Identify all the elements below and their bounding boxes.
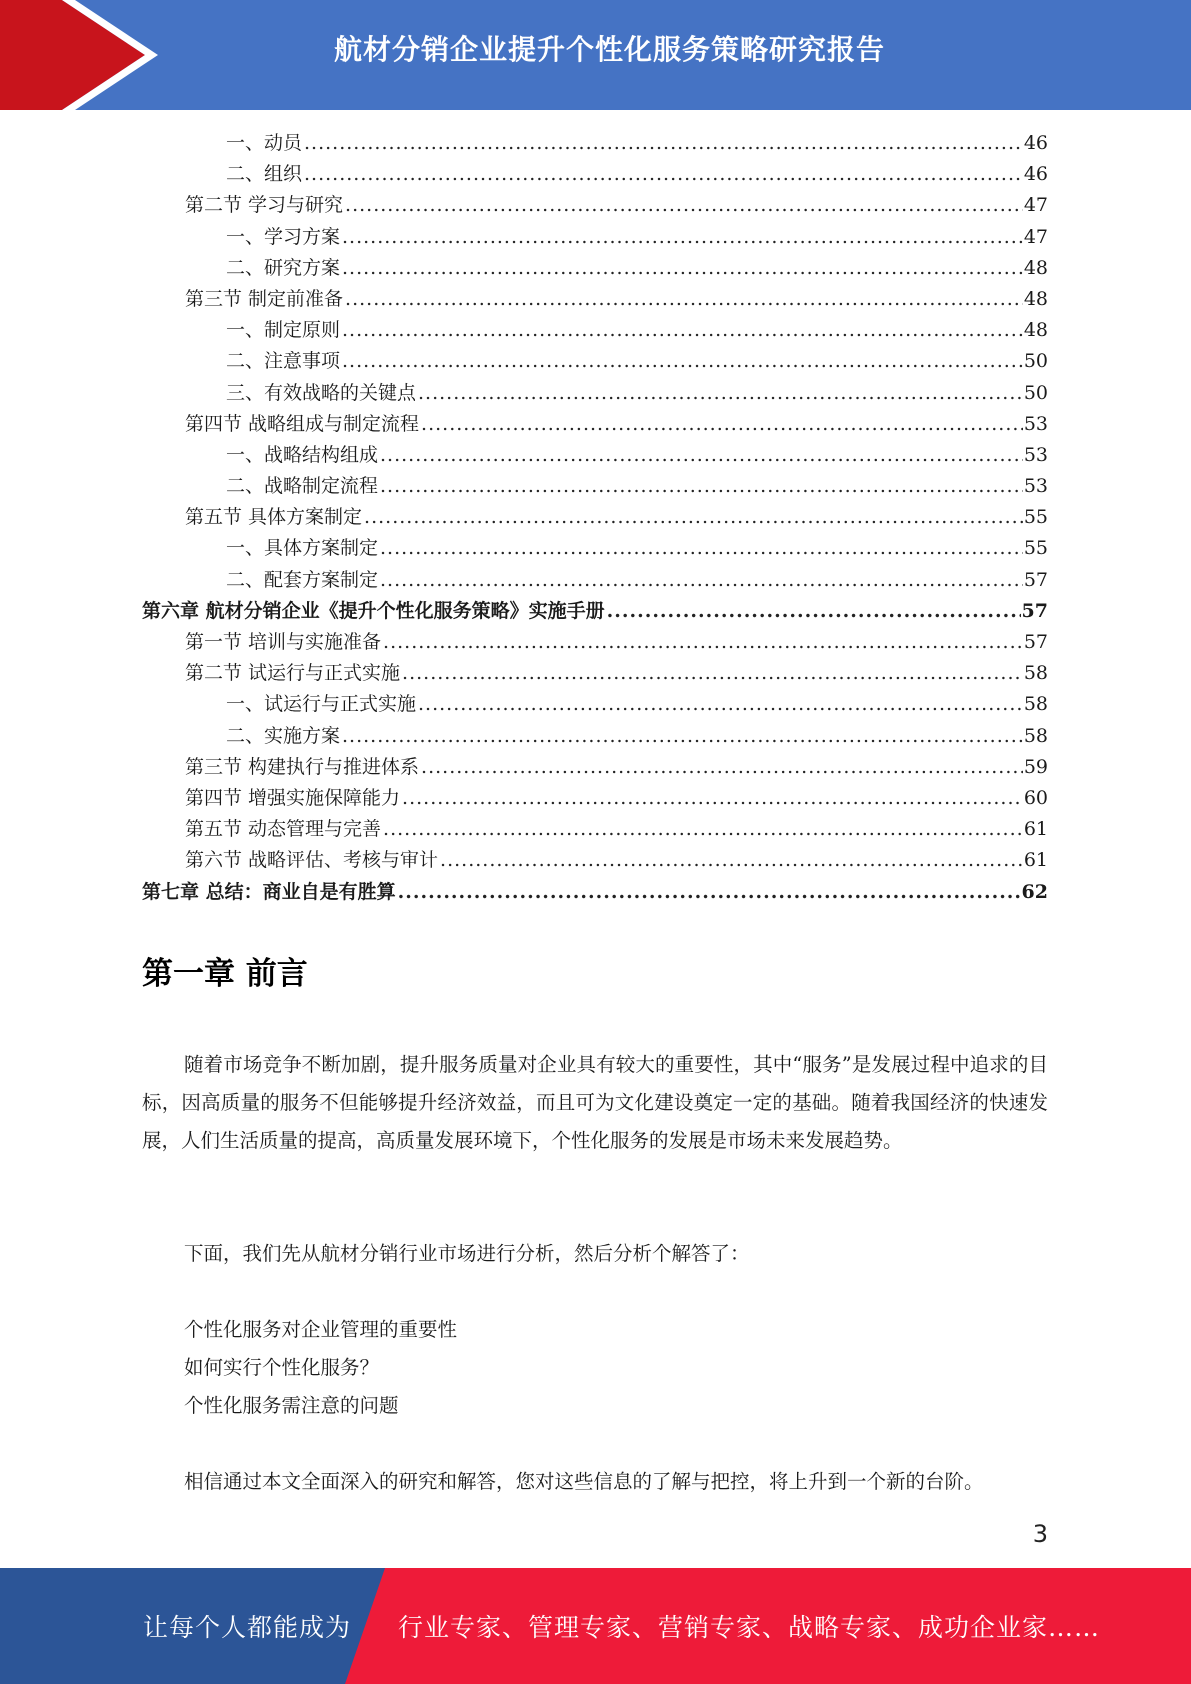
toc-page-number: 47	[1023, 194, 1048, 217]
toc-page-number: 58	[1023, 693, 1048, 716]
toc-subsection-entry[interactable]	[142, 471, 1048, 502]
toc-subsection-entry[interactable]	[142, 378, 1048, 409]
toc-entry-label: 第五节 具体方案制定	[185, 506, 363, 529]
toc-dot-leader	[342, 253, 1023, 284]
toc-page-number: 47	[1023, 225, 1048, 248]
toc-section-entry[interactable]	[142, 783, 1048, 814]
footer-slogan-left: 让每个人都能成为	[143, 1613, 352, 1642]
footer-slogan-right: 行业专家、管理专家、营销专家、战略专家、成功企业家……	[398, 1613, 1101, 1642]
toc-entry-label: 第四节 战略组成与制定流程	[185, 412, 420, 435]
toc-page-number: 50	[1023, 381, 1048, 404]
closing-paragraph: 相信通过本文全面深入的研究和解答，您对这些信息的了解与把控，将上升到一个新的台阶。	[184, 1470, 984, 1493]
toc-subsection-entry[interactable]	[142, 315, 1048, 346]
toc-entry-label: 第五节 动态管理与完善	[185, 818, 382, 841]
toc-dot-leader	[342, 315, 1023, 346]
toc-chapter-entry[interactable]	[142, 596, 1048, 627]
toc-entry-label: 一、制定原则	[226, 319, 341, 342]
toc-dot-leader	[607, 596, 1021, 627]
page-header	[0, 0, 1191, 110]
toc-dot-leader	[440, 845, 1023, 876]
toc-entry-label: 二、研究方案	[226, 256, 341, 279]
toc-dot-leader	[345, 190, 1023, 221]
toc-dot-leader	[383, 814, 1023, 845]
toc-dot-leader	[304, 128, 1023, 159]
toc-page-number: 61	[1023, 849, 1048, 872]
toc-page-number: 53	[1023, 475, 1048, 498]
toc-entry-label: 一、试运行与正式实施	[226, 693, 417, 716]
toc-entry-label: 第六节 战略评估、考核与审计	[185, 849, 439, 872]
toc-entry-label: 二、组织	[226, 163, 303, 186]
toc-entry-label: 一、战略结构组成	[226, 443, 379, 466]
toc-section-entry[interactable]	[142, 284, 1048, 315]
toc-dot-leader	[418, 689, 1023, 720]
table-of-contents	[142, 128, 1048, 908]
toc-dot-leader	[380, 440, 1023, 471]
intro-paragraph: 随着市场竞争不断加剧，提升服务质量对企业具有较大的重要性，其中“服务”是发展过程中追求的目标，因高质量的服务不但能够提升经济效益，而且可为文化建设奠定一定的基础。随着我国经济的快速发展，人们生活质量的提高，高质量发展环境下，个性化服务的发展是市场未来发展趋势。	[142, 1053, 1048, 1152]
page-number: 3	[1032, 1520, 1048, 1548]
toc-section-entry[interactable]	[142, 845, 1048, 876]
toc-subsection-entry[interactable]	[142, 128, 1048, 159]
toc-entry-label: 第三节 制定前准备	[185, 287, 344, 310]
toc-page-number: 57	[1023, 568, 1048, 591]
toc-page-number: 46	[1023, 163, 1048, 186]
toc-entry-label: 第六章 航材分销企业《提升个性化服务策略》实施手册	[142, 599, 605, 622]
page-footer	[0, 1568, 1191, 1684]
toc-dot-leader	[421, 409, 1023, 440]
question-list	[184, 1311, 457, 1425]
chapter-title: 第一章 前言	[142, 956, 308, 992]
toc-dot-leader	[342, 721, 1023, 752]
toc-section-entry[interactable]	[142, 658, 1048, 689]
toc-entry-label: 第二节 试运行与正式实施	[185, 662, 401, 685]
toc-entry-label: 二、注意事项	[226, 350, 341, 373]
toc-subsection-entry[interactable]	[142, 440, 1048, 471]
question-item: 如何实行个性化服务？	[184, 1356, 380, 1379]
toc-subsection-entry[interactable]	[142, 222, 1048, 253]
toc-dot-leader	[380, 565, 1023, 596]
toc-page-number: 46	[1023, 132, 1048, 154]
toc-page-number: 55	[1023, 506, 1048, 529]
toc-entry-label: 第四节 增强实施保障能力	[185, 786, 401, 809]
toc-dot-leader	[342, 222, 1023, 253]
toc-page-number: 59	[1023, 755, 1048, 778]
toc-subsection-entry[interactable]	[142, 689, 1048, 720]
toc-page-number: 57	[1021, 599, 1048, 622]
analysis-paragraph: 下面，我们先从航材分销行业市场进行分析，然后分析个解答了：	[184, 1242, 750, 1265]
toc-entry-label: 三、有效战略的关键点	[226, 381, 417, 404]
question-item: 个性化服务需注意的问题	[184, 1394, 399, 1417]
toc-subsection-entry[interactable]	[142, 253, 1048, 284]
toc-page-number: 50	[1023, 350, 1048, 373]
toc-subsection-entry[interactable]	[142, 533, 1048, 564]
toc-dot-leader	[345, 284, 1023, 315]
toc-section-entry[interactable]	[142, 627, 1048, 658]
toc-entry-label: 第二节 学习与研究	[185, 194, 344, 217]
toc-dot-leader	[380, 471, 1023, 502]
toc-dot-leader	[342, 346, 1023, 377]
toc-page-number: 61	[1023, 818, 1048, 841]
toc-section-entry[interactable]	[142, 502, 1048, 533]
toc-dot-leader	[380, 533, 1023, 564]
toc-page-number: 55	[1023, 537, 1048, 560]
toc-dot-leader	[383, 627, 1023, 658]
toc-entry-label: 一、具体方案制定	[226, 537, 379, 560]
toc-dot-leader	[418, 378, 1023, 409]
toc-subsection-entry[interactable]	[142, 346, 1048, 377]
toc-entry-label: 二、实施方案	[226, 724, 341, 747]
toc-section-entry[interactable]	[142, 752, 1048, 783]
question-item: 个性化服务对企业管理的重要性	[184, 1318, 458, 1341]
report-title: 航材分销企业提升个性化服务策略研究报告	[333, 33, 885, 66]
toc-page-number: 60	[1023, 786, 1048, 809]
toc-subsection-entry[interactable]	[142, 721, 1048, 752]
toc-page-number: 58	[1023, 662, 1048, 685]
toc-entry-label: 第一节 培训与实施准备	[185, 631, 382, 653]
toc-page-number: 48	[1023, 287, 1048, 310]
toc-page-number: 62	[1021, 880, 1048, 903]
toc-entry-label: 一、学习方案	[226, 225, 341, 248]
toc-entry-label: 第三节 构建执行与推进体系	[185, 755, 420, 778]
toc-chapter-entry[interactable]	[142, 877, 1048, 908]
toc-dot-leader	[402, 783, 1023, 814]
toc-page-number: 58	[1023, 724, 1048, 747]
toc-page-number: 48	[1023, 319, 1048, 342]
toc-page-number: 53	[1023, 443, 1048, 466]
toc-entry-label: 第七章 总结：商业自是有胜算	[142, 880, 396, 903]
toc-section-entry[interactable]	[142, 814, 1048, 845]
toc-entry-label: 二、配套方案制定	[226, 568, 379, 591]
toc-subsection-entry[interactable]	[142, 565, 1048, 596]
toc-dot-leader	[421, 752, 1023, 783]
toc-subsection-entry[interactable]	[142, 159, 1048, 190]
toc-entry-label: 一、动员	[226, 132, 303, 154]
toc-dot-leader	[304, 159, 1023, 190]
toc-page-number: 53	[1023, 412, 1048, 435]
toc-dot-leader	[364, 502, 1023, 533]
toc-entry-label: 二、战略制定流程	[226, 475, 379, 498]
toc-section-entry[interactable]	[142, 409, 1048, 440]
toc-section-entry[interactable]	[142, 190, 1048, 221]
toc-dot-leader	[398, 877, 1021, 908]
toc-dot-leader	[402, 658, 1023, 689]
toc-page-number: 48	[1023, 256, 1048, 279]
toc-page-number: 57	[1023, 631, 1048, 653]
